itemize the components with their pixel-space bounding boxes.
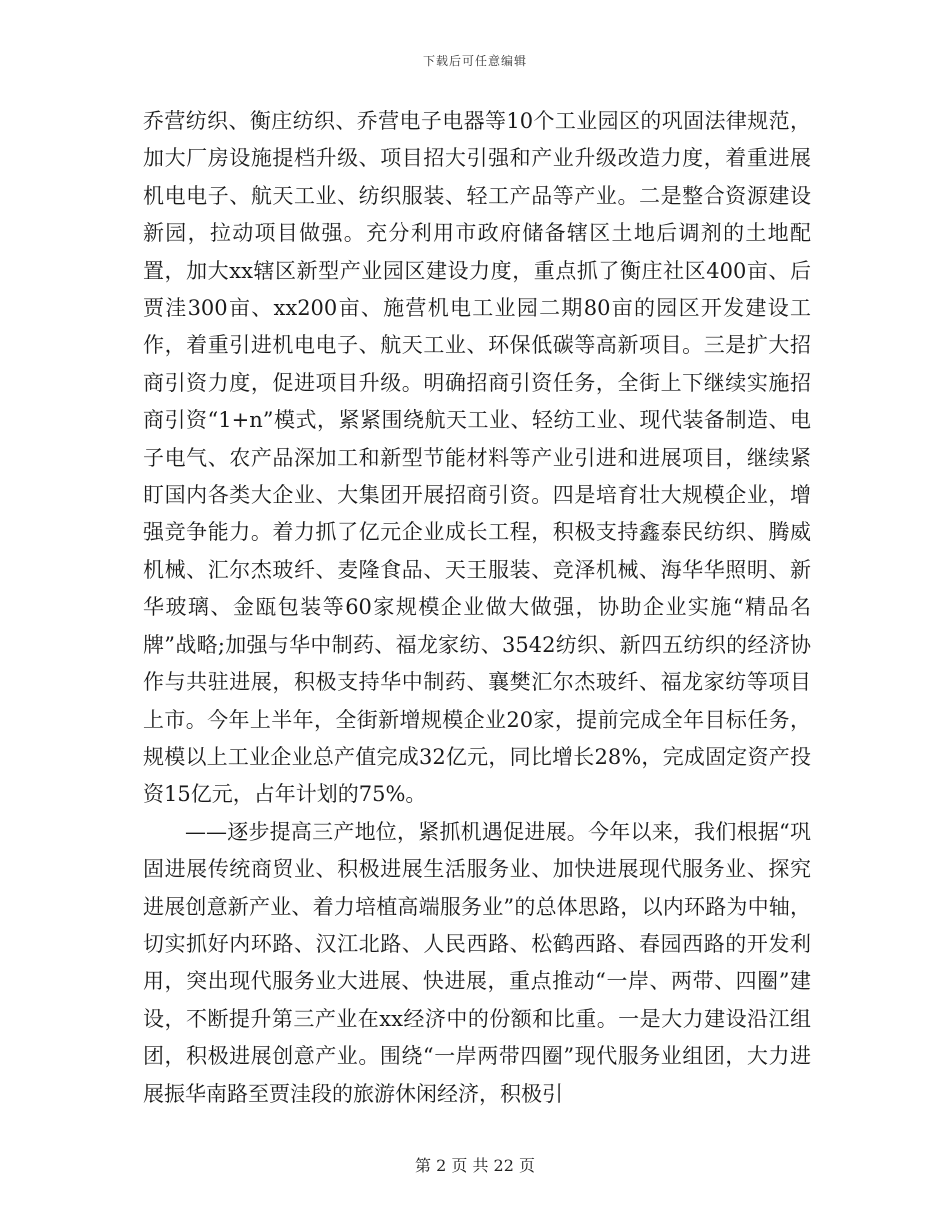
paragraph-industry: 乔营纺织、衡庄纺织、乔营电子电器等10个工业园区的巩固法律规范，加大厂房设施提档升级、项目招大引强和产业升级改造力度，着重进展机电电子、航天工业、纺织服装、轻工产品等产业。二是整合资源建设新园，拉动项目做强。充分利用市政府储备辖区土地后调剂的土地配置，加大xx辖区新型产业园区建设力度，重点抓了衡庄社区400亩、后贾洼300亩、xx200亩、施营机电工业园二期80亩的园区开发建设工作，着重引进机电电子、航天工业、环保低碳等高新项目。三是扩大招商引资力度，促进项目升级。明确招商引资任务，全街上下继续实施招商引资“1+n”模式，紧紧围绕航天工业、轻纺工业、现代装备制造、电子电气、农产品深加工和新型节能材料等产业引进和进展项目，继续紧盯国内各类大企业、大集团开展招商引资。四是培育壮大规模企业，增强竞争能力。着力抓了亿元企业成长工程，积极支持鑫泰民纺织、腾威机械、汇尔杰玻纤、麦隆食品、天王服装、竞泽机械、海华华照明、新华玻璃、金瓯包装等60家规模企业做大做强，协助企业实施“精品名牌”战略;加强与华中制药、福龙家纺、3542纺织、新四五纺织的经济协作与共驻进展，积极支持华中制药、襄樊汇尔杰玻纤、福龙家纺等项目上市。今年上半年，全街新增规模企业20家，提前完成全年目标任务，规模以上工业企业总产值完成32亿元，同比增长28%，完成固定资产投资15亿元，占年计划的75%。 [143,109,811,807]
paragraph-tertiary-industry: ——逐步提高三产地位，紧抓机遇促进展。今年以来，我们根据“巩固进展传统商贸业、积极进展生活服务业、加快进展现代服务业、探究进展创意新产业、着力培植高端服务业”的总体思路，以内环路为中轴，切实抓好内环路、汉江北路、人民西路、松鹤西路、春园西路的开发利用，突出现代服务业大进展、快进展，重点推动“一岸、两带、四圈”建设，不断提升第三产业在xx经济中的份额和比重。一是大力建设沿江组团，积极进展创意产业。围绕“一岸两带四圈”现代服务业组团，大力进展振华南路至贾洼段的旅游休闲经济，积极引 [143,819,811,1106]
page-number-footer: 第 2 页 共 22 页 [415,1156,535,1175]
page-header: 下载后可任意编辑 [422,54,527,68]
body-text [143,103,811,1113]
